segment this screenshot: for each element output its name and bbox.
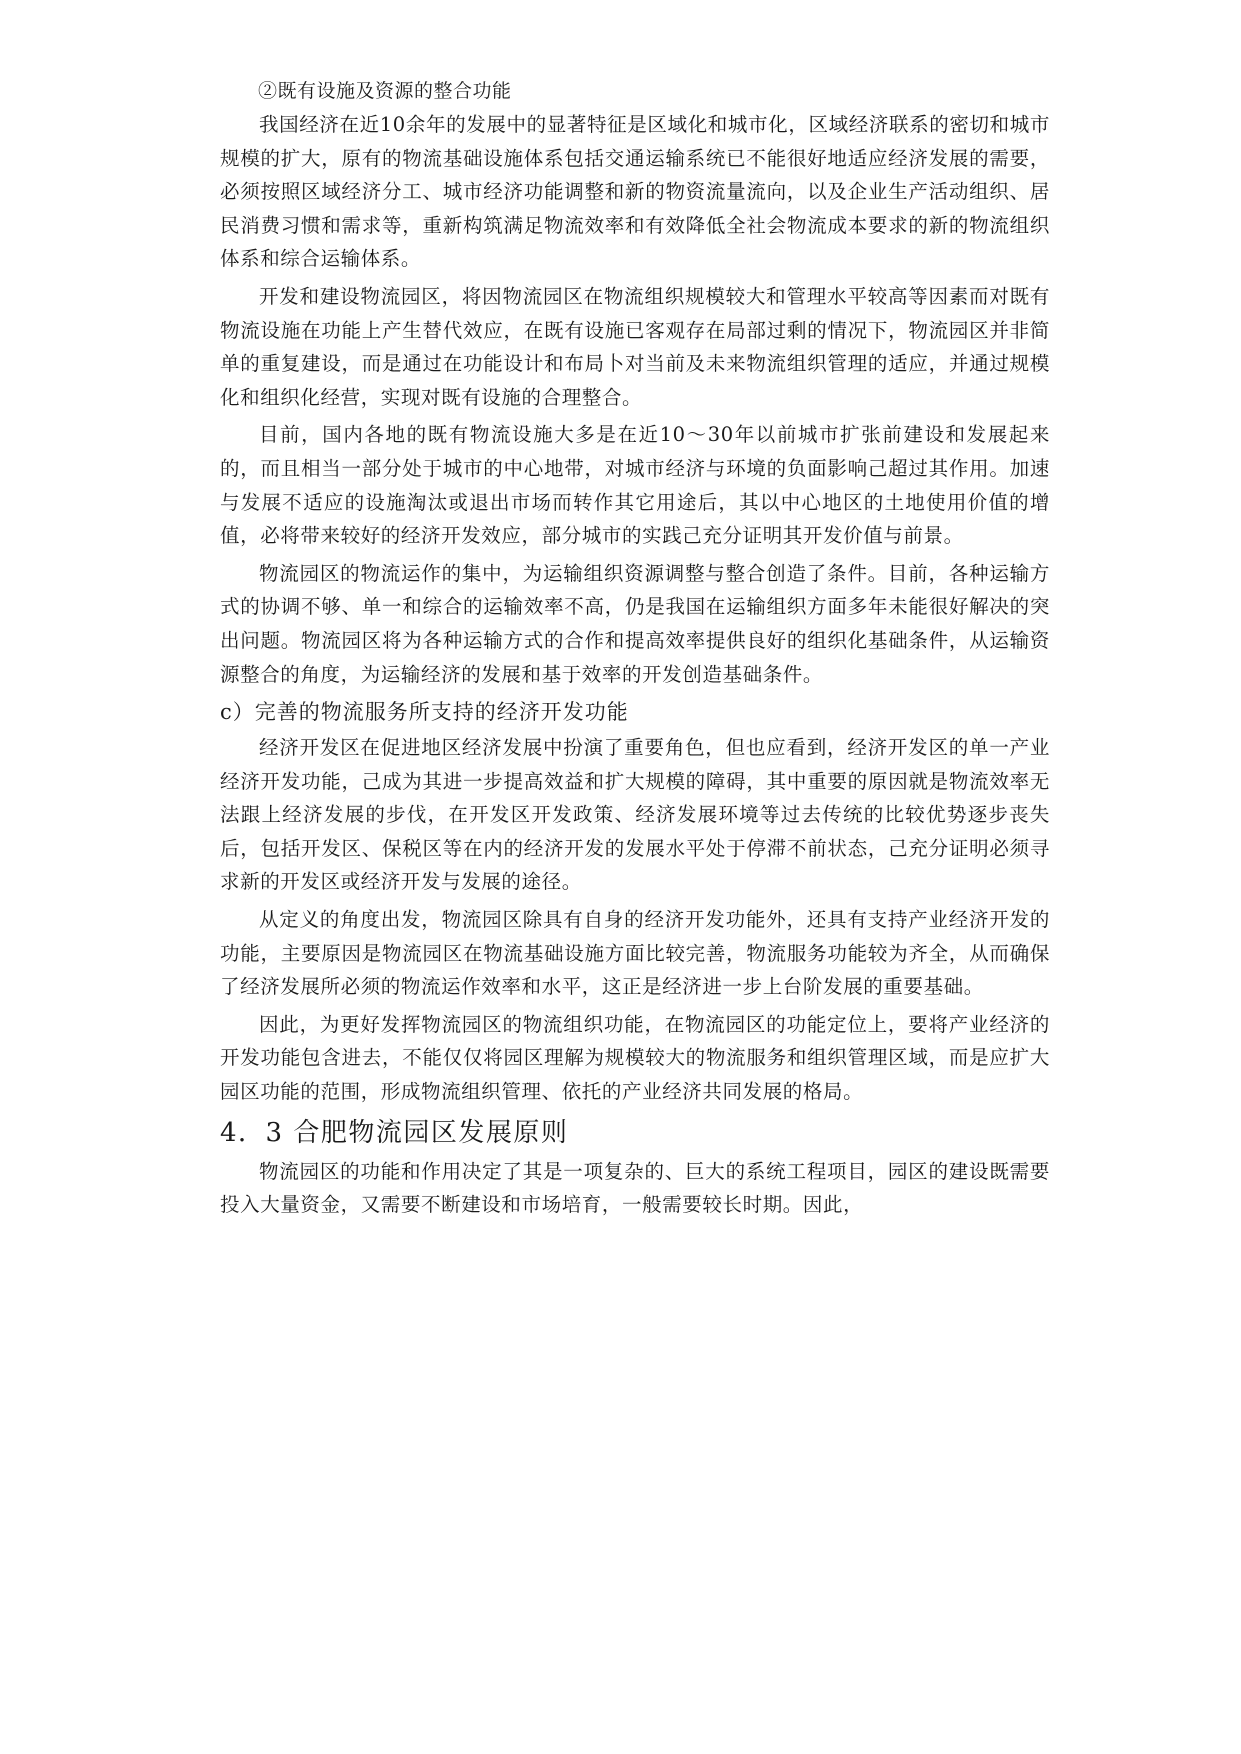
paragraph: 从定义的角度出发，物流园区除具有自身的经济开发功能外，还具有支持产业经济开发的功能，主要原因是物流园区在物流基础设施方面比较完善，物流服务功能较为齐全，从而确保了经济发展所必须的物流运作效率和水平，这正是经济进一步上台阶发展的重要基础。 [220, 908, 1050, 999]
section-heading-4-3: 4．3 合肥物流园区发展原则 [220, 1117, 569, 1148]
subheading-integration-function: ②既有设施及资源的整合功能 [258, 80, 512, 102]
paragraph: 经济开发区在促进地区经济发展中扮演了重要角色，但也应看到，经济开发区的单一产业经济开发功能，己成为其进一步提高效益和扩大规模的障碍，其中重要的原因就是物流效率无法跟上经济发展的步伐，在开发区开发政策、经济发展环境等过去传统的比较优势逐步丧失后，包括开发区、保税区等在内的经济开发的发展水平处于停滞不前状态，己充分证明必须寻求新的开发区或经济开发与发展的途径。 [220, 736, 1050, 894]
subheading-economic-development-function: c）完善的物流服务所支持的经济开发功能 [220, 700, 629, 725]
paragraph: 物流园区的物流运作的集中，为运输组织资源调整与整合创造了条件。目前，各种运输方式的协调不够、单一和综合的运输效率不高，仍是我国在运输组织方面多年未能很好解决的突出问题。物流园区将为各种运输方式的合作和提高效率提供良好的组织化基础条件，从运输资源整合的角度，为运输经济的发展和基于效率的开发创造基础条件。 [220, 561, 1050, 686]
paragraph: 物流园区的功能和作用决定了其是一项复杂的、巨大的系统工程项目，园区的建设既需要投入大量资金，又需要不断建设和市场培育，一般需要较长时期。因此， [220, 1159, 1050, 1217]
paragraph: 开发和建设物流园区，将因物流园区在物流组织规模较大和管理水平较高等因素而对既有物流设施在功能上产生替代效应，在既有设施已客观存在局部过剩的情况下，物流园区并非简单的重复建设，而是通过在功能设计和布局卜对当前及未来物流组织管理的适应，并通过规模化和组织化经营，实现对既有设施的合理整合。 [220, 284, 1050, 409]
paragraph: 目前，国内各地的既有物流设施大多是在近10～30年以前城市扩张前建设和发展起来的，而且相当一部分处于城市的中心地带，对城市经济与环境的负面影响己超过其作用。加速与发展不适应的设施淘汰或退出市场而转作其它用途后，其以中心地区的土地使用价值的增值，必将带来较好的经济开发效应，部分城市的实践己充分证明其开发价值与前景。 [220, 423, 1050, 548]
paragraph: 我国经济在近10余年的发展中的显著特征是区域化和城市化，区域经济联系的密切和城市规模的扩大，原有的物流基础设施体系包括交通运输系统已不能很好地适应经济发展的需要，必须按照区域经济分工、城市经济功能调整和新的物资流量流向，以及企业生产活动组织、居民消费习惯和需求等，重新构筑满足物流效率和有效降低全社会物流成本要求的新的物流组织体系和综合运输体系。 [220, 113, 1050, 271]
paragraph: 因此，为更好发挥物流园区的物流组织功能，在物流园区的功能定位上，要将产业经济的开发功能包含进去，不能仅仅将园区理解为规模较大的物流服务和组织管理区域，而是应扩大园区功能的范围，形成物流组织管理、依托的产业经济共同发展的格局。 [220, 1012, 1050, 1104]
document-page [220, 74, 1050, 1226]
